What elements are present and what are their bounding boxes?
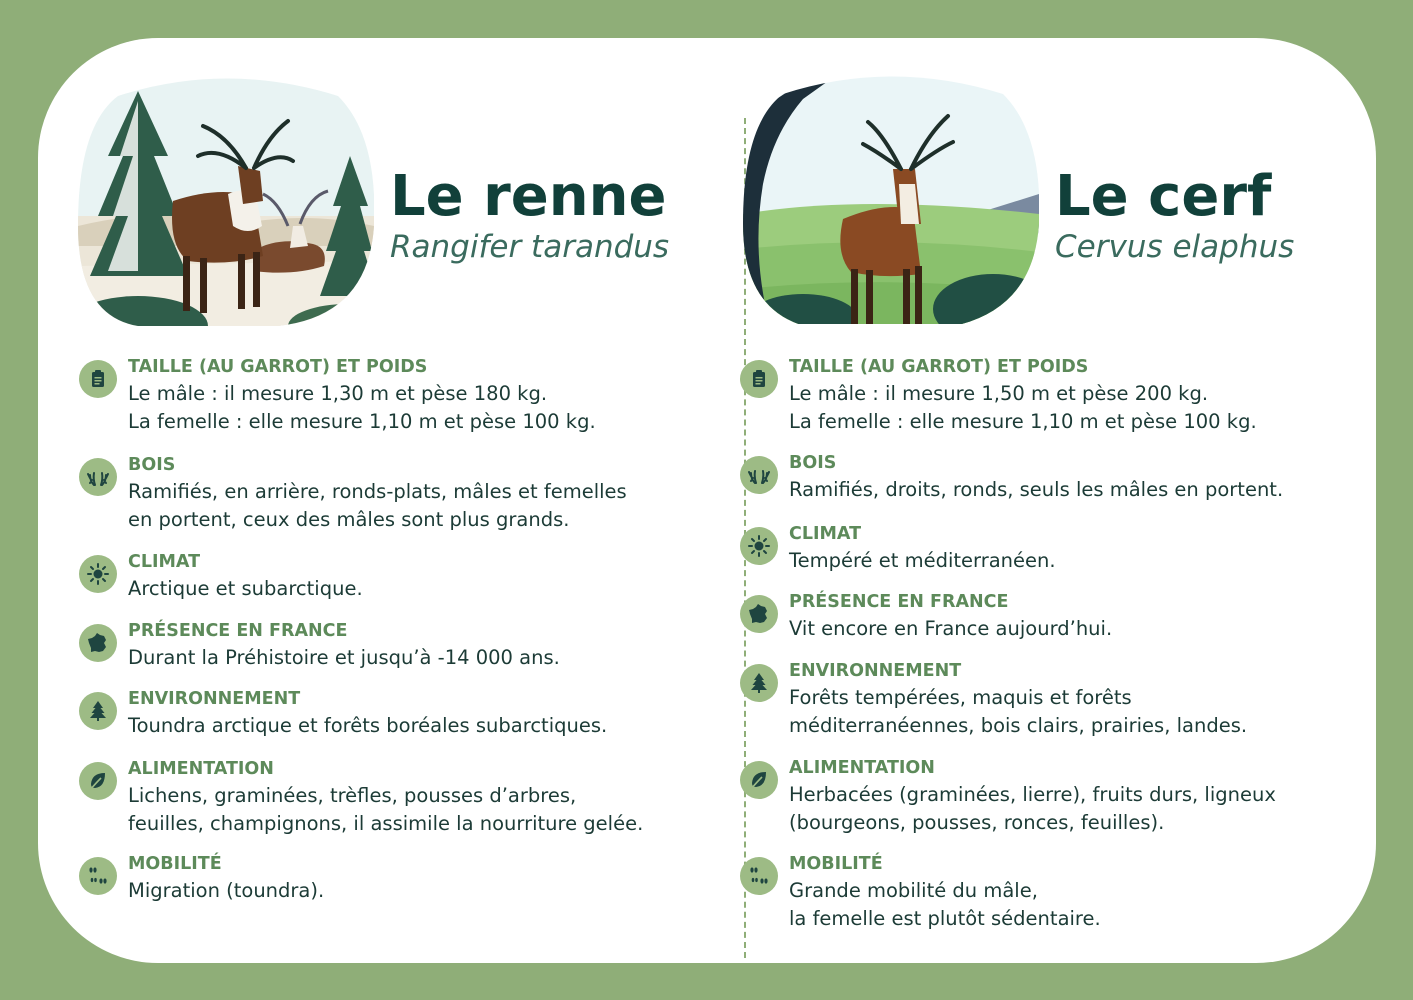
section-text: [789, 476, 1349, 504]
section-heading: ENVIRONNEMENT: [128, 689, 301, 709]
section-text: [128, 877, 688, 905]
france-map-icon: [79, 624, 117, 662]
deer-title-block: [1055, 166, 1294, 266]
hoof-prints-icon: [740, 857, 778, 895]
section-text-line: Ramifiés, droits, ronds, seuls les mâles en portent.: [789, 478, 1284, 501]
section-heading: PRÉSENCE EN FRANCE: [128, 621, 348, 641]
section-text-line: en portent, ceux des mâles sont plus grands.: [128, 508, 570, 531]
comparison-card: [38, 38, 1376, 963]
section-heading: MOBILITÉ: [128, 854, 222, 874]
section-heading: ALIMENTATION: [789, 758, 935, 778]
section-text: [789, 380, 1349, 436]
section-text: [789, 547, 1349, 575]
section-text-line: méditerranéennes, bois clairs, prairies, landes.: [789, 714, 1248, 737]
section-text-line: (bourgeons, pousses, ronces, feuilles).: [789, 811, 1165, 834]
section-text: [789, 877, 1349, 933]
section-text-line: Herbacées (graminées, lierre), fruits durs, ligneux: [789, 783, 1276, 806]
section-text: [789, 615, 1349, 643]
section-heading: BOIS: [789, 453, 837, 473]
section-text-line: Vit encore en France aujourd’hui.: [789, 617, 1113, 640]
sun-icon: [740, 527, 778, 565]
clipboard-icon: [79, 360, 117, 398]
latin-name: Rangifer tarandus: [390, 229, 670, 265]
species-title: Le cerf: [1055, 164, 1272, 229]
section-text: [789, 781, 1349, 837]
section-heading: CLIMAT: [789, 524, 862, 544]
hoof-prints-icon: [79, 857, 117, 895]
section-text-line: Migration (toundra).: [128, 879, 325, 902]
section-text: [128, 712, 688, 740]
leaf-icon: [79, 762, 117, 800]
section-text: [128, 644, 688, 672]
antlers-icon: [79, 458, 117, 496]
section-heading: ENVIRONNEMENT: [789, 661, 962, 681]
section-heading: TAILLE (AU GARROT) ET POIDS: [128, 357, 428, 377]
sun-icon: [79, 555, 117, 593]
reindeer-title-block: [390, 166, 669, 266]
section-text-line: Ramifiés, en arrière, ronds-plats, mâles et femelles: [128, 480, 627, 503]
tree-icon: [79, 692, 117, 730]
section-text-line: Durant la Préhistoire et jusqu’à -14 000 ans.: [128, 646, 560, 669]
section-text-line: Le mâle : il mesure 1,30 m et pèse 180 kg.: [128, 382, 548, 405]
section-heading: TAILLE (AU GARROT) ET POIDS: [789, 357, 1089, 377]
section-text: [128, 575, 688, 603]
section-text: [128, 380, 688, 436]
section-text-line: Toundra arctique et forêts boréales subarctiques.: [128, 714, 608, 737]
section-text-line: la femelle est plutôt sédentaire.: [789, 907, 1101, 930]
tree-icon: [740, 664, 778, 702]
section-text: [789, 684, 1349, 740]
section-text: [128, 782, 688, 838]
clipboard-icon: [740, 360, 778, 398]
france-map-icon: [740, 595, 778, 633]
reindeer-illustration: [78, 76, 374, 326]
section-text-line: Forêts tempérées, maquis et forêts: [789, 686, 1132, 709]
section-text: [128, 478, 688, 534]
section-text-line: Grande mobilité du mâle,: [789, 879, 1038, 902]
section-heading: BOIS: [128, 455, 176, 475]
section-text-line: La femelle : elle mesure 1,10 m et pèse 100 kg.: [128, 410, 596, 433]
section-heading: CLIMAT: [128, 552, 201, 572]
species-title: Le renne: [390, 164, 667, 229]
latin-name: Cervus elaphus: [1055, 229, 1295, 265]
section-text-line: Arctique et subarctique.: [128, 577, 363, 600]
deer-illustration: [743, 74, 1039, 324]
leaf-icon: [740, 761, 778, 799]
section-heading: MOBILITÉ: [789, 854, 883, 874]
section-text-line: Lichens, graminées, trèfles, pousses d’arbres,: [128, 784, 577, 807]
section-heading: ALIMENTATION: [128, 759, 274, 779]
section-text-line: Tempéré et méditerranéen.: [789, 549, 1056, 572]
section-heading: PRÉSENCE EN FRANCE: [789, 592, 1009, 612]
section-text-line: Le mâle : il mesure 1,50 m et pèse 200 kg.: [789, 382, 1209, 405]
section-text-line: feuilles, champignons, il assimile la nourriture gelée.: [128, 812, 644, 835]
antlers-icon: [740, 456, 778, 494]
section-text-line: La femelle : elle mesure 1,10 m et pèse 100 kg.: [789, 410, 1257, 433]
